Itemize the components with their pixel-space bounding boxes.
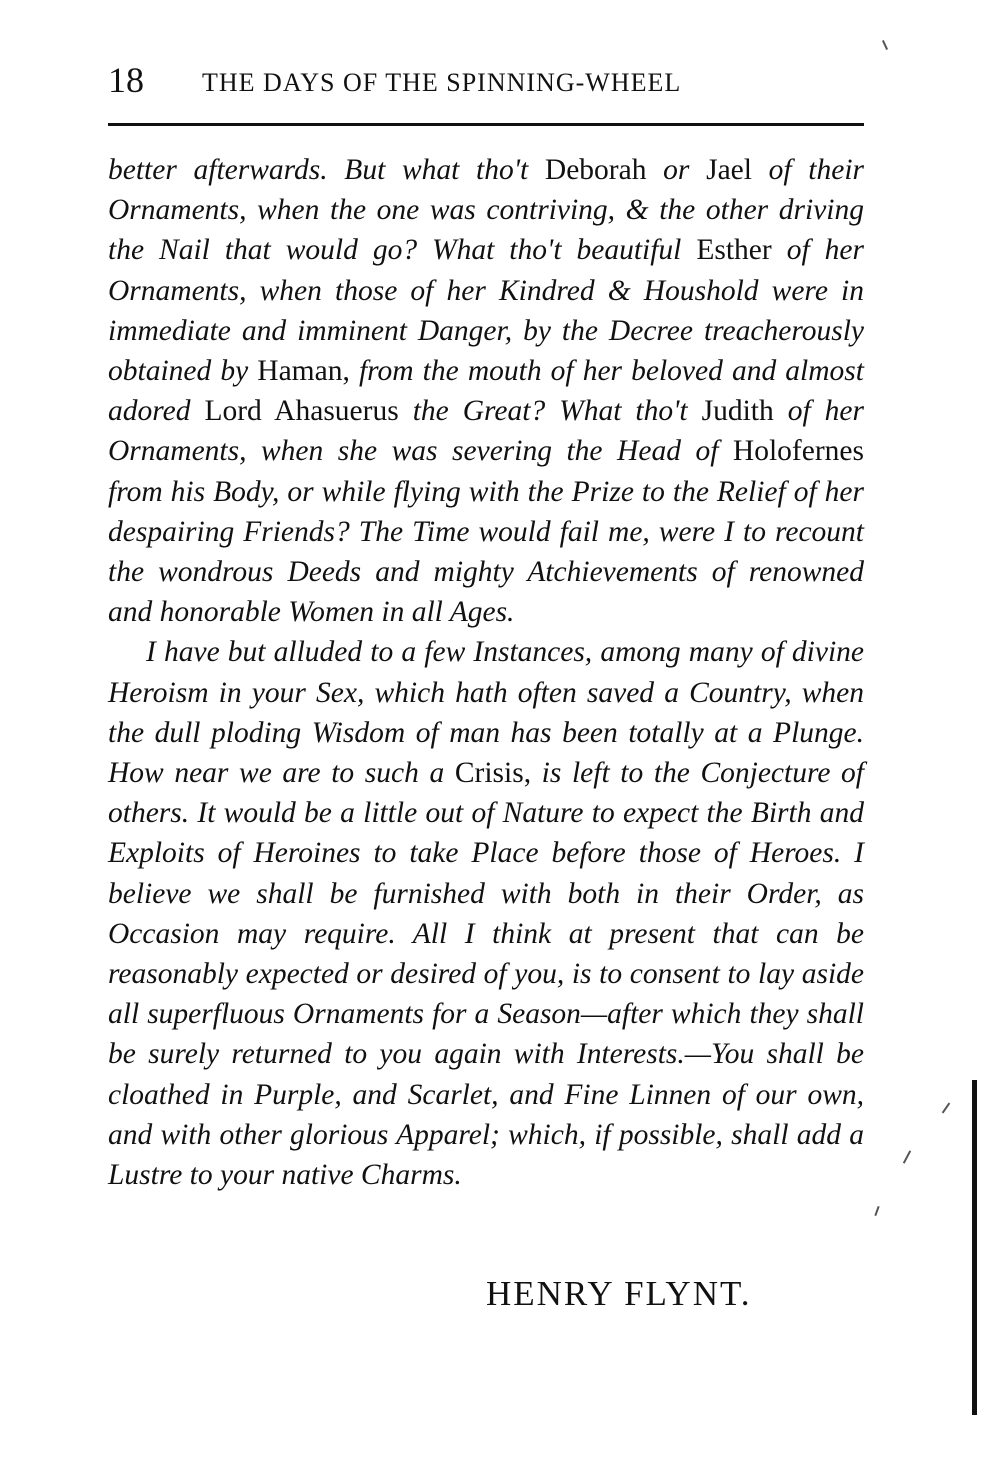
scan-speck — [942, 1103, 951, 1114]
scan-speck — [874, 1206, 879, 1216]
name-deborah: Deborah — [544, 154, 647, 186]
name-judith: Judith — [701, 395, 774, 428]
paragraph-2-segment-1: I have but alluded to a few Instances, among many of divine Heroism in your Sex, which hath often saved a Country, when the dull ploding Wisdom of man has been totally at a Plunge. How near we are to such a — [108, 636, 864, 790]
paragraph-1-segment-7: of her Ornaments, when those of her Kindred & Houshold were in immediate and imminent Danger, by the Decree treacherously obtained by — [108, 234, 864, 388]
paragraph-1-segment-1: better afterwards. But what tho't — [108, 154, 545, 186]
word-crisis: Crisis, — [454, 757, 532, 790]
name-jael: Jael — [706, 154, 752, 186]
name-esther: Esther — [696, 234, 772, 267]
scan-edge-line — [972, 1080, 977, 1415]
paragraph-2 — [108, 632, 864, 1195]
paragraph-1 — [108, 150, 864, 632]
paragraph-1-segment-9: from the mouth of her beloved and almost adored — [108, 355, 864, 428]
scan-speck — [903, 1150, 911, 1163]
name-holofernes: Holofernes — [732, 435, 864, 468]
main-text — [108, 150, 864, 1195]
paragraph-1-segment-11: the Great? What tho't — [398, 395, 702, 428]
running-title: THE DAYS OF THE SPINNING-WHEEL — [202, 68, 682, 97]
signature-name: HENRY FLYNT. — [486, 1274, 752, 1313]
page-number: 18 — [108, 60, 144, 100]
paragraph-1-segment-15: from his Body, or while flying with the Prize to the Relief of her despairing Friends? The Time would fail me, were I to recount the wondrous Deeds and mighty Atchievements of renowned and honorable Women in all Ages. — [108, 475, 864, 629]
paragraph-2-segment-3: is left to the Conjecture of others. It would be a little out of Nature to expect the Birth and Exploits of Heroines to take Place before those of Heroes. I believe we shall be furnished with both in their Order, as Occasion may require. All I think at present that can be reasonably expected or desired of you, is to consent to lay aside all superfluous Ornaments for a Season—after which they shall be surely returned to you again with Interests.—You shall be cloathed in Purple, and Scarlet, and Fine Linnen of our own, and with other glorious Apparel; which, if possible, shall add a Lustre to your native Charms. — [108, 757, 865, 1192]
paragraph-1-segment-5: of their Ornaments, when the one was contriving, & the other driving the Nail that would go? What tho't beautiful — [108, 154, 864, 267]
scan-speck — [882, 40, 888, 50]
name-ahasuerus: Lord Ahasuerus — [204, 395, 399, 428]
paragraph-1-segment-3: or — [646, 154, 707, 186]
paragraph-1-segment-13: of her Ornaments, when she was severing the Head of — [108, 395, 864, 468]
header-rule — [108, 123, 864, 126]
running-head — [108, 58, 864, 108]
name-haman: Haman, — [257, 355, 350, 388]
